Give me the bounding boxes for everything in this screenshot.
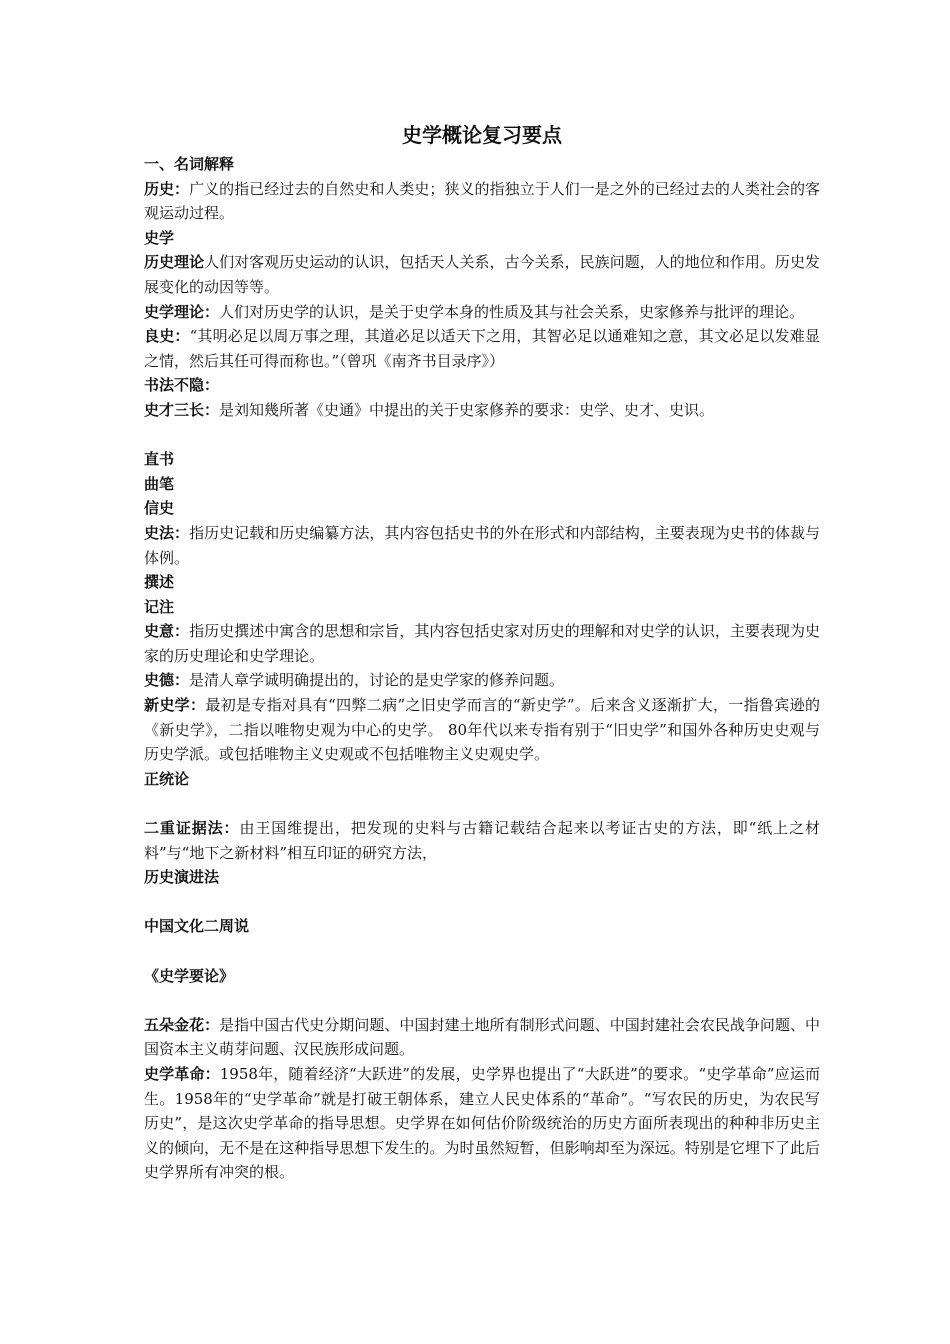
entry-term: 史学理论： xyxy=(144,302,220,321)
entry-text: 是指中国古代史分期问题、中国封建土地所有制形式问题、中国封建社会农民战争问题、中国资本主义萌芽问题、汉民族形成问题。 xyxy=(144,1015,820,1059)
entry-text: 最初是专指对具有“四弊二病”之旧史学而言的“新史学”。后来含义逐渐扩大，一指鲁宾逊的《新史学》，二指以唯物史观为中心的史学。 80年代以来专指有别于“旧史学”和国外各种历史史观与历史学派。或包括唯物主义史观或不包括唯物主义史观史学。 xyxy=(144,696,820,764)
entry-lishi xyxy=(144,177,820,226)
entry-term: 历史： xyxy=(144,179,190,198)
entry-shiyi xyxy=(144,619,820,668)
entry-text: “其明必足以周万事之理，其道必足以适天下之用，其智必足以通难知之意，其文必足以发难显之情，然后其任可得而称也。”（曾巩《南齐书目录序》） xyxy=(144,327,820,370)
entry-xinshi xyxy=(144,496,820,521)
entry-shixuelilun xyxy=(144,300,820,325)
entry-term: 史学 xyxy=(144,228,175,247)
blank-line xyxy=(144,791,820,816)
entry-shixue xyxy=(144,226,820,251)
entry-term: 《史学要论》 xyxy=(144,966,235,985)
document-title: 史学概论复习要点 xyxy=(402,123,562,147)
entry-liangshi xyxy=(144,324,820,373)
entry-shixueyaolun xyxy=(144,964,820,989)
entry-term: 史意： xyxy=(144,622,190,641)
entry-shixuegeming xyxy=(144,1062,820,1185)
entry-term: 正统论 xyxy=(144,769,190,788)
blank-line xyxy=(144,423,820,448)
entry-shide xyxy=(144,668,820,693)
entry-text: 是刘知幾所著《史通》中提出的关于史家修养的要求：史学、史才、史识。 xyxy=(219,400,715,419)
entry-erchong xyxy=(144,816,820,865)
entry-shicaisanchang xyxy=(144,398,820,423)
entry-term: 撰述 xyxy=(144,573,175,592)
entry-xinshixue xyxy=(144,693,820,767)
entry-text: 是清人章学诚明确提出的，讨论的是史学家的修养问题。 xyxy=(189,671,565,690)
entry-term: 史德： xyxy=(144,671,190,690)
entry-term: 记注 xyxy=(144,597,175,616)
entry-term: 史学革命： xyxy=(144,1064,220,1083)
entry-term: 历史演进法 xyxy=(144,868,220,887)
entry-term: 书法不隐： xyxy=(144,376,220,395)
entry-yanjinfa xyxy=(144,865,820,890)
entry-text: 1958年，随着经济“大跃进”的发展，史学界也提出了“大跃进”的要求。“史学革命”应运而生。1958年的“史学革命”就是打破王朝体系，建立人民史体系的“革命”。“写农民的历史，为农民写历史”，是这次史学革命的指导思想。史学界在如何估价阶级统治的历史方面所表现出的种种非历史主义的倾向，无不是在这种指导思想下发生的。为时虽然短暂，但影响却至为深远。特别是它埋下了此后史学界所有冲突的根。 xyxy=(144,1064,820,1182)
blank-line xyxy=(144,988,820,1013)
entry-term: 史才三长： xyxy=(144,400,220,419)
entry-term: 史法： xyxy=(144,523,190,542)
entry-term: 信史 xyxy=(144,499,175,518)
entry-jizhu xyxy=(144,595,820,620)
entry-term: 良史： xyxy=(144,327,190,346)
entry-zhengtonglun xyxy=(144,767,820,792)
entry-text: 人们对历史学的认识，是关于史学本身的性质及其与社会关系，史家修养与批评的理论。 xyxy=(219,302,805,321)
entry-term: 历史理论 xyxy=(144,253,205,272)
section-heading: 一、名词解释 xyxy=(144,155,235,173)
entry-wuduojinhua xyxy=(144,1013,820,1062)
entry-erzhoushuo xyxy=(144,914,820,939)
entry-text: 人们对客观历史运动的认识，包括天人关系，古今关系，民族问题，人的地位和作用。历史发展变化的动因等等。 xyxy=(144,253,820,296)
entry-shufabuyin xyxy=(144,373,820,398)
entry-term: 曲笔 xyxy=(144,474,175,493)
entry-text: 指历史撰述中寓含的思想和宗旨，其内容包括史家对历史的理解和对史学的认识，主要表现为史家的历史理论和史学理论。 xyxy=(144,622,820,665)
entry-term: 新史学： xyxy=(144,696,206,715)
entry-zhishu xyxy=(144,447,820,472)
entry-term: 二重证据法： xyxy=(144,819,240,838)
entry-term: 中国文化二周说 xyxy=(144,917,250,936)
entry-qubi xyxy=(144,472,820,497)
document-page xyxy=(144,120,820,1185)
entry-term: 五朵金花： xyxy=(144,1015,220,1034)
entry-shifa xyxy=(144,521,820,570)
blank-line xyxy=(144,939,820,964)
entry-text: 由王国维提出，把发现的史料与古籍记载结合起来以考证古史的方法，即“纸上之材料”与“地下之新材料”相互印证的研究方法， xyxy=(144,819,820,862)
entry-text: 广义的指已经过去的自然史和人类史；狭义的指独立于人们一是之外的已经过去的人类社会的客观运动过程。 xyxy=(144,179,820,223)
blank-line xyxy=(144,890,820,915)
entry-zhuanshu xyxy=(144,570,820,595)
entry-term: 直书 xyxy=(144,450,175,469)
entry-text: 指历史记载和历史编纂方法，其内容包括史书的外在形式和内部结构，主要表现为史书的体裁与体例。 xyxy=(144,523,820,567)
entry-lishililun xyxy=(144,250,820,299)
